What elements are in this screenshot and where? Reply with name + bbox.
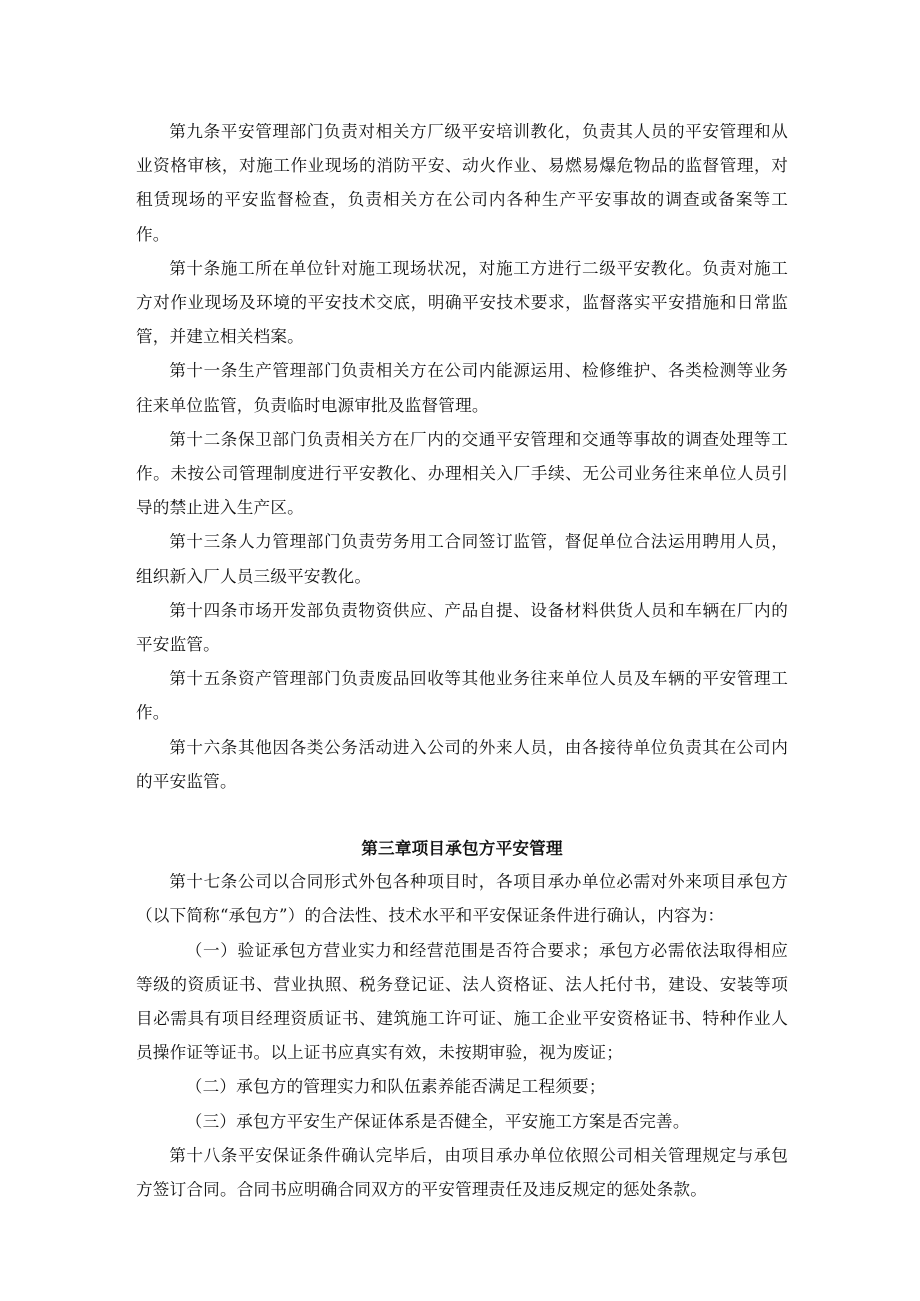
document-body (136, 115, 788, 1207)
chapter-title: 第三章项目承包方平安管理 (361, 838, 563, 859)
article-17: 第十七条公司以合同形式外包各种项目时，各项目承办单位必需对外来项目承包方（以下简称“承包方”）的合法性、技术水平和平安保证条件进行确认，内容为： (136, 872, 788, 926)
article-18: 第十八条平安保证条件确认完毕后，由项目承办单位依照公司相关管理规定与承包方签订合同。合同书应明确合同双方的平安管理责任及违反规定的惩处条款。 (136, 1145, 788, 1200)
article-12: 第十二条保卫部门负责相关方在厂内的交通平安管理和交通等事故的调查处理等工作。未按公司管理制度进行平安教化、办理相关入厂手续、无公司业务往来单位人员引导的禁止进入生产区。 (136, 429, 788, 518)
article-11: 第十一条生产管理部门负责相关方在公司内能源运用、检修维护、各类检测等业务往来单位监管，负责临时电源审批及监督管理。 (136, 361, 788, 415)
sub-item-1: （一）验证承包方营业实力和经营范围是否符合要求；承包方必需依法取得相应等级的资质证书、营业执照、税务登记证、法人资格证、法人托付书，建设、安装等项目必需具有项目经理资质证书、建筑施工许可证、施工企业平安资格证书、特种作业人员操作证等证书。以上证书应真实有效，未按期审验，视为废证； (136, 940, 788, 1063)
article-14: 第十四条市场开发部负责物资供应、产品自提、设备材料供货人员和车辆在厂内的平安监管。 (136, 600, 788, 655)
article-16: 第十六条其他因各类公务活动进入公司的外来人员，由各接待单位负责其在公司内的平安监管。 (136, 737, 788, 791)
article-9: 第九条平安管理部门负责对相关方厂级平安培训教化，负责其人员的平安管理和从业资格审核，对施工作业现场的消防平安、动火作业、易燃易爆危物品的监督管理，对租赁现场的平安监督检查，负责相关方在公司内各种生产平安事故的调查或备案等工作。 (136, 122, 788, 244)
article-13: 第十三条人力管理部门负责劳务用工合同签订监管，督促单位合法运用聘用人员，组织新入厂人员三级平安教化。 (136, 532, 788, 586)
article-15: 第十五条资产管理部门负责废品回收等其他业务往来单位人员及车辆的平安管理工作。 (136, 669, 788, 723)
sub-item-2: （二）承包方的管理实力和队伍素养能否满足工程须要； (185, 1077, 606, 1097)
sub-item-3: （三）承包方平安生产保证体系是否健全，平安施工方案是否完善。 (185, 1111, 690, 1131)
article-10: 第十条施工所在单位针对施工现场状况，对施工方进行二级平安教化。负责对施工方对作业现场及环境的平安技术交底，明确平安技术要求，监督落实平安措施和日常监管，并建立相关档案。 (136, 258, 788, 347)
